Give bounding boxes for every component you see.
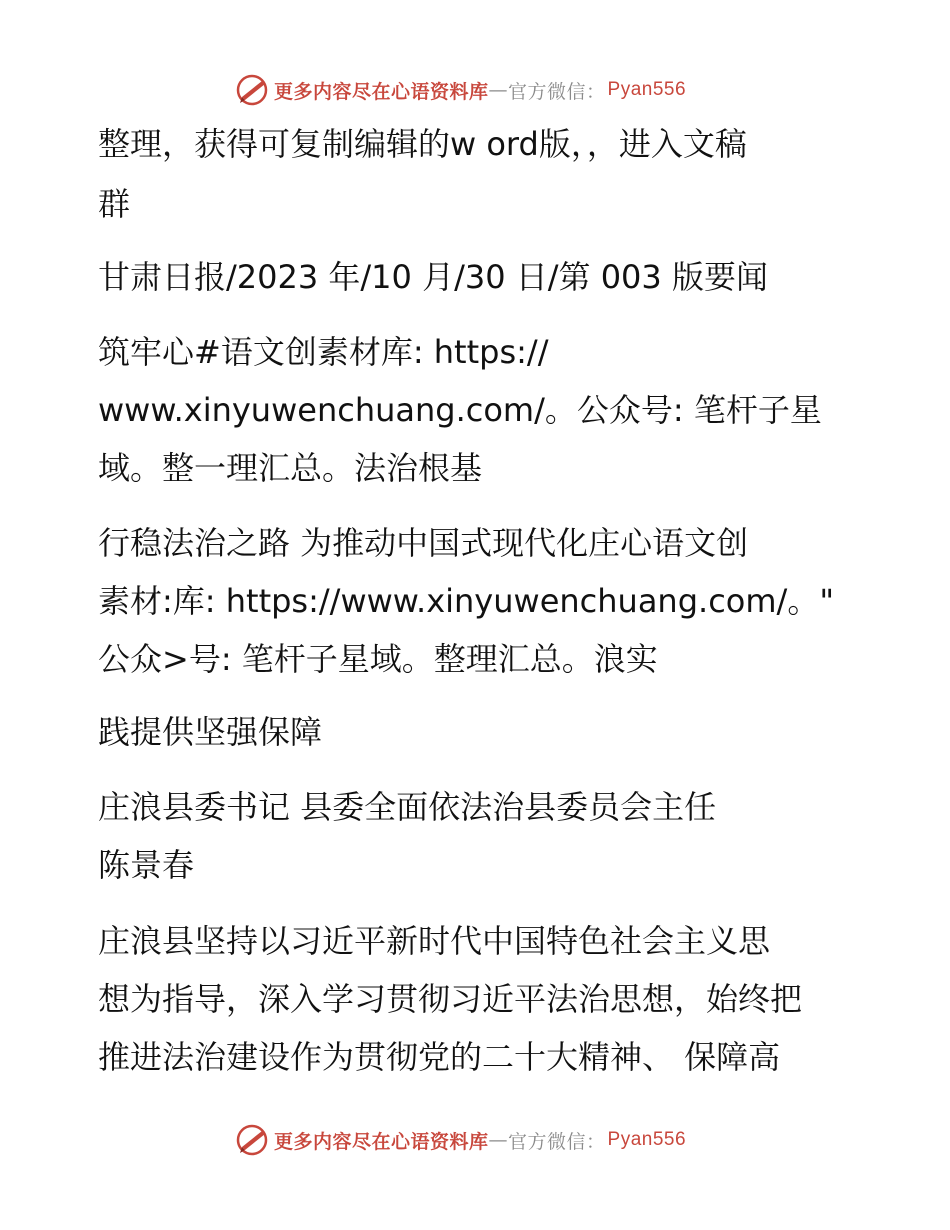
- watermark-main-text: 更多内容尽在心语资料库: [274, 80, 489, 103]
- text-line: 庄浪县委书记 县委全面依法治县委员会主任: [98, 788, 717, 826]
- watermark-account: Pyan556: [607, 79, 687, 100]
- text-line: 公众>号: 笔杆子星域。整理汇总。浪实: [98, 640, 658, 678]
- header-watermark: [236, 73, 686, 107]
- watermark-label: 官方微信：: [508, 80, 606, 103]
- footer-watermark: [236, 1123, 686, 1157]
- text-line: 整理，获得可复制编辑的w ord版，，进入文稿: [98, 125, 747, 163]
- pen-logo-icon: [236, 73, 270, 107]
- text-line: 筑牢心#语文创素材库: https://: [98, 333, 549, 371]
- text-line: 域。整一理汇总。法治根基: [98, 449, 483, 487]
- watermark-dash: —: [488, 79, 509, 101]
- text-line: 甘肃日报/2023 年/10 月/30 日/第 003 版要闻: [98, 258, 768, 296]
- watermark-main-text: 更多内容尽在心语资料库: [274, 1130, 489, 1153]
- text-line: 推进法治建设作为贯彻党的二十大精神、 保障高: [98, 1038, 781, 1076]
- text-line: 素材:库: https://www.xinyuwenchuang.com/。": [98, 582, 835, 620]
- watermark-dash: —: [488, 1129, 509, 1151]
- pen-logo-icon: [236, 1123, 270, 1157]
- text-line: 想为指导，深入学习贯彻习近平法治思想，始终把: [98, 980, 803, 1018]
- text-line: 陈景春: [98, 846, 195, 884]
- text-line: 行稳法治之路 为推动中国式现代化庄心语文创: [98, 524, 749, 562]
- watermark-account: Pyan556: [607, 1129, 687, 1150]
- text-line: www.xinyuwenchuang.com/。公众号: 笔杆子星: [98, 391, 822, 429]
- watermark-label: 官方微信：: [508, 1130, 606, 1153]
- text-line: 庄浪县坚持以习近平新时代中国特色社会主义思: [98, 922, 771, 960]
- text-line: 群: [98, 185, 131, 223]
- text-line: 践提供坚强保障: [98, 713, 323, 751]
